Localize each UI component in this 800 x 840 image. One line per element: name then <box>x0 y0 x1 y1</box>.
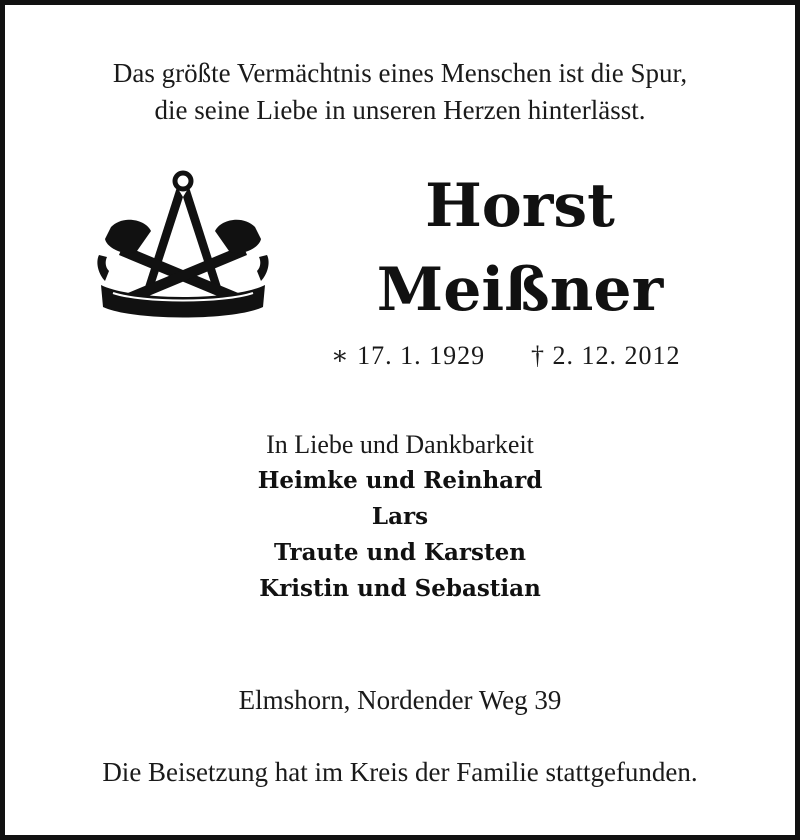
mourner-name: Kristin und Sebastian <box>259 575 541 602</box>
burial-notice: Die Beisetzung hat im Kreis der Familie stattgefunden. <box>102 757 698 787</box>
mourner-name: Heimke und Reinhard <box>257 467 543 494</box>
death-date: † 2. 12. 2012 <box>531 341 681 370</box>
mourners-intro: In Liebe und Dankbarkeit <box>266 430 534 459</box>
mourner-name: Traute und Karsten <box>274 539 526 566</box>
mourners-block <box>5 427 795 607</box>
deceased-first-name: Horst <box>425 171 615 241</box>
motto-line-1: Das größte Vermächtnis eines Menschen ist die Spur, <box>112 58 688 88</box>
motto-line-2: die seine Liebe in unseren Herzen hinterlässt. <box>154 95 646 125</box>
address: Elmshorn, Nordender Weg 39 <box>238 685 562 715</box>
deceased-last-name: Meißner <box>376 255 664 325</box>
motto-quote <box>5 55 795 129</box>
carpenter-emblem-icon <box>93 167 273 323</box>
mourner-name: Lars <box>371 503 429 530</box>
birth-date: ∗ 17. 1. 1929 <box>331 341 486 370</box>
